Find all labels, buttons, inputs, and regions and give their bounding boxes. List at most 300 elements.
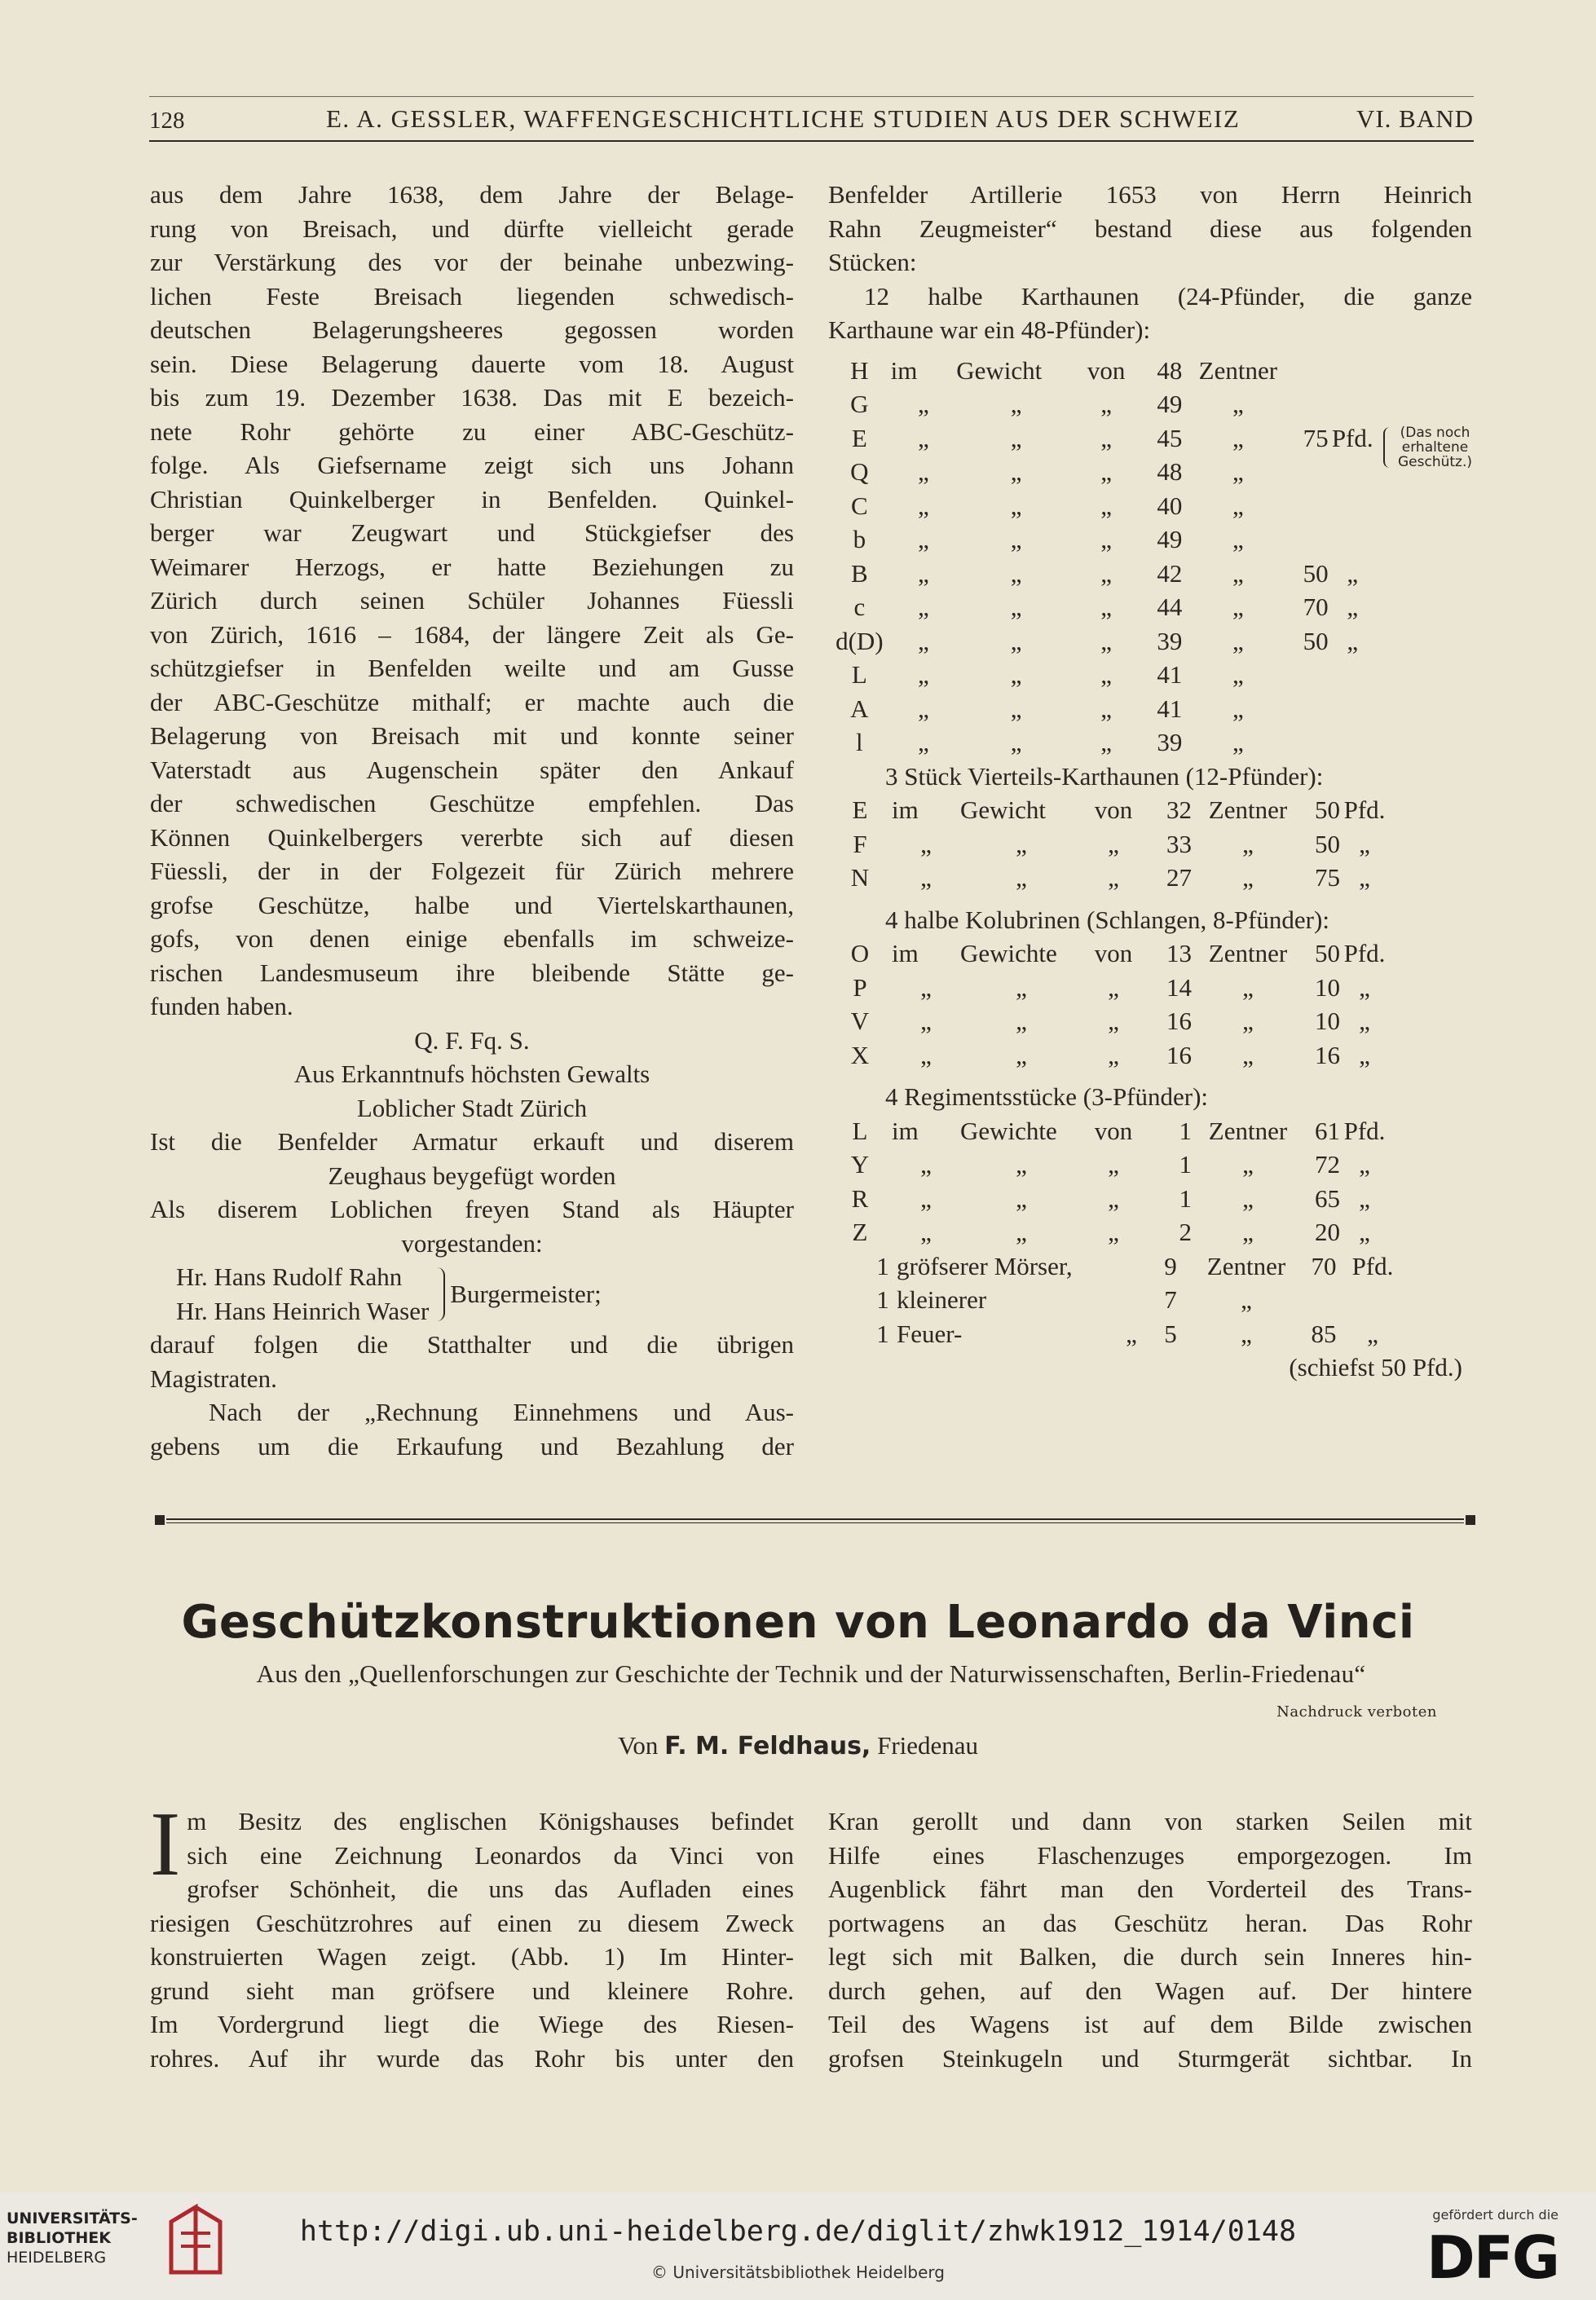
divider-end [1466, 1515, 1475, 1525]
gun-cell-a: im [892, 939, 919, 967]
byline-place: Friedenau [877, 1731, 979, 1760]
mortar-cell-unit: Zentner [1206, 1251, 1286, 1280]
text-line: Belagerung von Breisach mit und konnte seiner [150, 721, 794, 750]
gun-cell-c: „ [1108, 1007, 1119, 1035]
dfg-logo: DFG [1426, 2223, 1559, 2292]
gun-cell-unit: „ [1242, 972, 1254, 1002]
text-line: Im Vordergrund liegt die Wiege des Riesen- [150, 2010, 794, 2038]
text-line: nete Rohr gehörte zu einer ABC-Geschütz- [150, 416, 794, 446]
gun-cell-mark: E [851, 423, 867, 452]
gun-cell-b: „ [1016, 1007, 1027, 1035]
gun-cell-c: „ [1108, 863, 1119, 892]
gun-cell-n: 32 [1166, 795, 1192, 824]
gun-cell-c: „ [1100, 626, 1113, 655]
gun-cell-w: 50 [1315, 795, 1340, 824]
mortar-cell-q: „ [1126, 1319, 1137, 1348]
gun-cell-a: „ [918, 728, 929, 756]
text-line: von Zürich, 1616 – 1684, der längere Zeit als Ge- [150, 619, 794, 649]
mortar-cell-qty: 1 [876, 1251, 889, 1280]
gun-row [828, 725, 1377, 760]
text-line: grofser Schönheit, die uns das Aufladen eines [187, 1875, 794, 1903]
text-line: rung von Breisach, und dürfte vielleicht gerade [150, 214, 794, 243]
gun-row [828, 624, 1377, 659]
gun-cell-b: „ [1016, 972, 1027, 1002]
gun-cell-c: von [1094, 795, 1133, 824]
mortar-cell-pfd: Pfd. [1351, 1251, 1394, 1280]
mortar-table [869, 1249, 1397, 1351]
divider-end [155, 1515, 165, 1525]
text-line: rischen Landesmuseum ihre bleibende Stätte ge- [150, 958, 794, 987]
mortar-cell-n: 5 [1164, 1319, 1177, 1348]
permalink-url[interactable]: http://digi.ub.uni-heidelberg.de/diglit/zhwk1912_1914/0148 [299, 2215, 1297, 2248]
gun-cell-b: „ [1016, 863, 1027, 892]
gun-cell-pfd [1329, 455, 1377, 489]
mortar-cell-q [1115, 1249, 1148, 1284]
gun-cell-c: „ [1100, 660, 1113, 689]
gun-cell-unit: „ [1232, 558, 1244, 588]
gun-cell-w: 20 [1315, 1218, 1340, 1246]
gun-cell-pfd: „ [1359, 1183, 1370, 1213]
text-line: gofs, von denen einige ebenfalls im schweize- [150, 924, 794, 953]
volume-label: VI. BAND [1356, 104, 1474, 133]
gun-cell-pfd: „ [1359, 972, 1370, 1002]
right-column [828, 178, 1472, 1385]
library-name-line: UNIVERSITÄTS- [7, 2210, 138, 2227]
intro-line: 12 halbe Karthaunen (24-Pfünder, die ganze [864, 281, 1472, 311]
gun-cell-unit: „ [1242, 1007, 1254, 1035]
gun-row [828, 1148, 1389, 1182]
page-number: 128 [149, 108, 185, 134]
gun-cell-pfd [1329, 354, 1377, 388]
gun-cell-a: „ [918, 593, 929, 621]
gun-cell-w [1282, 489, 1328, 523]
mayor-name: Hr. Hans Heinrich Waser [176, 1296, 430, 1325]
gun-row [828, 861, 1389, 895]
text-line: sein. Diese Belagerung dauerte vom 18. August [150, 349, 794, 378]
section-heading: 4 halbe Kolubrinen (Schlangen, 8-Pfünder): [885, 905, 1329, 934]
gun-cell-pfd: „ [1359, 863, 1370, 892]
gun-cell-w: 50 [1315, 829, 1340, 858]
gun-cell-w: 10 [1315, 1007, 1340, 1035]
gun-cell-unit: „ [1232, 423, 1244, 452]
gun-cell-unit: „ [1232, 626, 1244, 655]
gun-cell-b: „ [1010, 626, 1022, 655]
text-line: Zürich durch seinen Schüler Johannes Füessli [150, 586, 794, 615]
gun-cell-pfd: Pfd. [1331, 423, 1373, 452]
divider-line [166, 1522, 1464, 1523]
gun-cell-mark: B [850, 558, 868, 588]
gun-cell-pfd [1329, 692, 1377, 726]
mortar-cell-pfd [1348, 1283, 1397, 1317]
drop-cap: I [150, 1794, 181, 1895]
gun-cell-w: 65 [1315, 1183, 1340, 1213]
gun-row [828, 827, 1389, 861]
inscription-line: Q. F. Fq. S. [414, 1025, 530, 1055]
gun-row [828, 1004, 1389, 1038]
gun-row [828, 658, 1377, 692]
gun-cell-a: im [890, 355, 918, 385]
gun-cell-a: „ [918, 660, 929, 689]
gun-cell-w: 75 [1315, 863, 1340, 892]
gun-cell-unit: „ [1242, 1218, 1254, 1246]
gun-row [828, 354, 1377, 388]
mortar-cell-name: gröfserer Mörser, [897, 1251, 1073, 1280]
mortar-cell-w: 70 [1311, 1251, 1337, 1280]
gun-row [828, 590, 1377, 624]
gun-cell-b: „ [1010, 593, 1022, 621]
gun-cell-mark: d(D) [835, 626, 884, 655]
gun-cell-c: von [1094, 939, 1133, 967]
gun-cell-w [1282, 692, 1328, 726]
gun-cell-c: von [1087, 355, 1126, 385]
gun-cell-a: im [892, 1116, 919, 1145]
gun-cell-a: „ [918, 457, 929, 486]
gun-cell-unit: Zentner [1208, 795, 1288, 824]
intro-line: Rahn Zeugmeister“ bestand diese aus folgenden [828, 214, 1472, 243]
gun-cell-w: 72 [1315, 1150, 1340, 1179]
gun-cell-a: im [892, 795, 919, 824]
gun-cell-c: „ [1108, 1040, 1119, 1069]
gun-cell-a: „ [918, 525, 929, 553]
gun-cell-n: 13 [1166, 939, 1192, 967]
gun-cell-n: 45 [1157, 423, 1183, 452]
text-line: grund sieht man gröfsere und kleinere Rohre. [150, 1976, 794, 2005]
gun-cell-b: „ [1016, 1150, 1027, 1179]
gun-cell-pfd [1329, 489, 1377, 523]
text-line: berger war Zeugwart und Stückgiefser des [150, 518, 794, 547]
text-line: Augenblick fährt man den Vorderteil des Trans- [828, 1875, 1472, 1903]
author-name: F. M. Feldhaus, [664, 1732, 871, 1760]
text-line: Füessli, der in der Folgezeit für Zürich mehrere [150, 857, 794, 885]
gun-cell-a: „ [920, 829, 932, 858]
gun-row [828, 793, 1389, 827]
gun-cell-c: „ [1100, 728, 1113, 756]
gun-cell-n: 16 [1166, 1007, 1192, 1035]
closing-line: Nach der „Rechnung Einnehmens und Aus- [209, 1398, 794, 1426]
gun-cell-b: „ [1010, 491, 1022, 520]
gun-cell-mark: C [850, 491, 868, 520]
gun-cell-n: 14 [1166, 972, 1192, 1002]
gun-row [828, 557, 1377, 591]
gun-cell-b: „ [1016, 829, 1027, 858]
gun-cell-b: „ [1010, 694, 1022, 723]
text-line: Kran gerollt und dann von starken Seilen mit [828, 1807, 1472, 1835]
gun-cell-n: 39 [1157, 728, 1183, 756]
article-right-column [828, 1804, 1472, 2075]
gun-cell-pfd: Pfd. [1343, 795, 1386, 824]
gun-cell-a: „ [920, 1040, 932, 1069]
gun-cell-unit: „ [1242, 829, 1254, 858]
gun-cell-b: „ [1010, 558, 1022, 588]
article-right-text [828, 1804, 1472, 2075]
inscription-line: Magistraten. [150, 1364, 277, 1393]
gun-cell-mark: b [853, 525, 866, 553]
gun-cell-mark: l [856, 728, 863, 756]
note-line: erhaltene [1401, 438, 1469, 456]
gun-row [828, 455, 1377, 489]
inscription-line: Ist die Benfelder Armatur erkauft und diserem [150, 1127, 794, 1156]
mortar-row [869, 1283, 1397, 1317]
gun-cell-unit: „ [1232, 491, 1244, 520]
preserved-note [1377, 425, 1472, 469]
gun-row [828, 1038, 1389, 1073]
gun-cell-unit: „ [1232, 728, 1244, 756]
mayors-brace [432, 1267, 445, 1321]
gun-row [828, 522, 1377, 557]
text-line: portwagens an das Geschütz heran. Das Rohr [828, 1908, 1472, 1937]
gun-cell-n: 33 [1166, 829, 1192, 858]
gun-cell-w [1282, 354, 1328, 388]
gun-cell-mark: L [852, 1116, 868, 1145]
gun-cell-w: 61 [1315, 1116, 1340, 1145]
text-line: der schwedischen Geschütze empfehlen. Das [150, 789, 794, 817]
gun-cell-b: „ [1010, 457, 1022, 486]
gun-cell-c: „ [1100, 390, 1113, 418]
header-top-rule [149, 96, 1474, 97]
gun-cell-n: 1 [1179, 1116, 1192, 1145]
gun-row [828, 387, 1377, 421]
gun-cell-mark: N [850, 863, 870, 892]
gun-cell-pfd [1329, 658, 1377, 692]
byline [0, 1731, 1596, 1760]
gun-cell-c: „ [1108, 1218, 1119, 1246]
gun-cell-w: 70 [1303, 593, 1329, 621]
text-line: rohres. Auf ihr wurde das Rohr bis unter den [150, 2043, 794, 2073]
gun-cell-pfd [1329, 387, 1377, 421]
mortar-cell-n: 7 [1164, 1285, 1177, 1314]
inscription-line: darauf folgen die Statthalter und die übrigen [150, 1330, 794, 1359]
gun-cell-w: 50 [1303, 558, 1329, 588]
gun-cell-n: 40 [1157, 491, 1183, 520]
gun-cell-n: 16 [1166, 1040, 1192, 1069]
gun-cell-w [1282, 658, 1328, 692]
half-karthaunen-table [828, 354, 1377, 760]
text-line: Vaterstadt aus Augenschein später den Ankauf [150, 755, 794, 784]
gun-cell-a: „ [918, 694, 929, 723]
text-line: Teil des Wagens ist auf dem Bilde zwischen [828, 2010, 1472, 2038]
gun-cell-mark: V [850, 1007, 870, 1035]
section-divider [155, 1514, 1475, 1527]
text-line: riesigen Geschützrohres auf einen zu diesem Zweck [150, 1908, 794, 1937]
gun-cell-c: „ [1100, 593, 1113, 621]
mortar-cell-q [1115, 1283, 1148, 1317]
gun-cell-n: 42 [1157, 558, 1183, 588]
gun-cell-w [1282, 387, 1328, 421]
library-name-line: BIBLIOTHEK [7, 2229, 111, 2247]
note-line: Geschütz.) [1397, 453, 1472, 470]
gun-cell-c: „ [1100, 423, 1113, 452]
gun-cell-a: „ [918, 390, 929, 418]
left-text-block [150, 178, 794, 1024]
gun-cell-mark: G [850, 390, 869, 418]
gun-cell-n: 1 [1179, 1150, 1192, 1179]
gun-cell-b: Gewichte [960, 1116, 1057, 1145]
text-line: m Besitz des englischen Königshauses befindet [187, 1807, 794, 1835]
gun-cell-mark: c [853, 593, 866, 621]
byline-prefix: Von [617, 1731, 659, 1760]
gun-cell-c: „ [1108, 1150, 1119, 1179]
gun-cell-n: 49 [1157, 390, 1183, 418]
gun-cell-b: „ [1010, 423, 1022, 452]
gun-cell-pfd [1329, 522, 1377, 557]
gun-cell-unit: „ [1242, 1183, 1254, 1213]
section-heading: 4 Regimentsstücke (3-Pfünder): [885, 1082, 1209, 1111]
gun-cell-unit: „ [1232, 525, 1244, 553]
text-line: durch gehen, auf den Wagen auf. Der hintere [828, 1976, 1472, 2005]
gun-cell-pfd [1329, 725, 1377, 760]
text-line: grofsen Steinkugeln und Sturmgerät sichtbar. In [828, 2043, 1472, 2073]
gun-cell-n: 27 [1166, 863, 1192, 892]
gun-cell-w: 16 [1315, 1040, 1340, 1069]
gun-cell-a: „ [918, 558, 929, 588]
gun-cell-c: „ [1100, 558, 1113, 588]
gun-cell-pfd: Pfd. [1343, 939, 1386, 967]
gun-cell-pfd: „ [1347, 558, 1359, 588]
gun-cell-n: 49 [1157, 525, 1183, 553]
mortar-cell-qty: 1 [876, 1319, 889, 1348]
gun-cell-b: „ [1016, 1218, 1027, 1246]
gun-cell-b: „ [1010, 525, 1022, 553]
gun-cell-a: „ [920, 863, 932, 892]
gun-cell-n: 2 [1179, 1218, 1192, 1246]
text-line: bis zum 19. Dezember 1638. Das mit E bezeich- [150, 383, 794, 412]
kolubrinen-table [828, 936, 1389, 1072]
inscription-line: vorgestanden: [401, 1228, 543, 1258]
left-column [150, 178, 794, 1463]
gun-row [828, 1182, 1389, 1216]
text-line: Weimarer Herzogs, er hatte Beziehungen zu [150, 552, 794, 581]
gun-cell-b: Gewichte [960, 939, 1057, 967]
gun-cell-w: 10 [1315, 972, 1340, 1002]
gun-cell-unit: Zentner [1208, 1116, 1288, 1145]
gun-cell-b: „ [1010, 728, 1022, 756]
intro-line: Stücken: [828, 248, 917, 276]
gun-cell-w [1282, 522, 1328, 557]
text-line: folge. Als Giefsername zeigt sich uns Johann [150, 451, 794, 479]
gun-cell-c: von [1094, 1116, 1133, 1145]
mortar-row [869, 1317, 1397, 1351]
gun-cell-a: „ [920, 1007, 932, 1035]
gun-cell-mark: X [850, 1040, 870, 1069]
text-line: Können Quinkelbergers vererbte sich auf diesen [150, 822, 794, 852]
text-line: sich eine Zeichnung Leonardos da Vinci von [187, 1840, 794, 1870]
library-name-line: HEIDELBERG [7, 2249, 107, 2267]
gun-cell-w [1282, 725, 1328, 760]
gun-cell-b: „ [1016, 1183, 1027, 1213]
gun-cell-b: Gewicht [956, 355, 1043, 385]
gun-cell-c: „ [1100, 694, 1113, 723]
mortar-cell-name: kleinerer [897, 1285, 987, 1314]
gun-cell-unit: Zentner [1208, 939, 1288, 967]
gun-cell-a: „ [920, 972, 932, 1002]
mortar-cell-qty: 1 [876, 1285, 889, 1314]
gun-cell-unit: „ [1232, 660, 1244, 689]
gun-cell-a: „ [918, 423, 929, 452]
funding-caption: gefördert durch die [1432, 2207, 1559, 2223]
gun-row [828, 1215, 1389, 1249]
gun-cell-n: 41 [1157, 660, 1183, 689]
text-line: funden haben. [150, 992, 293, 1020]
gun-cell-a: „ [920, 1183, 932, 1213]
mayor-title: Burgermeister; [450, 1279, 602, 1308]
mortar-cell-name: Feuer- [897, 1319, 963, 1348]
inscription-line: Zeughaus beygefügt worden [328, 1161, 616, 1190]
gun-cell-mark: H [850, 355, 869, 385]
gun-cell-mark: L [851, 660, 867, 689]
reprint-note: Nachdruck verboten [1276, 1703, 1437, 1721]
mortar-note: (schiefst 50 Pfd.) [1289, 1353, 1462, 1381]
mayors-block [176, 1260, 794, 1328]
gun-cell-unit: „ [1232, 390, 1244, 418]
gun-cell-unit: „ [1232, 457, 1244, 486]
gun-cell-unit: „ [1242, 1150, 1254, 1179]
mortar-cell-pfd: „ [1367, 1319, 1378, 1348]
gun-row [828, 936, 1389, 971]
gun-row [828, 971, 1389, 1005]
gun-cell-unit: „ [1232, 593, 1244, 621]
article-left-text [150, 1794, 794, 2075]
mortar-cell-n: 9 [1164, 1251, 1177, 1280]
gun-cell-w [1282, 455, 1328, 489]
gun-cell-w: 75 [1303, 423, 1329, 452]
intro-line: Karthaune war ein 48-Pfünder): [828, 315, 1151, 344]
gun-row [828, 489, 1377, 523]
gun-cell-c: „ [1108, 829, 1119, 858]
gun-row [828, 1114, 1389, 1148]
gun-cell-c: „ [1100, 491, 1113, 520]
gun-cell-w: 50 [1315, 939, 1340, 967]
gun-cell-mark: Q [850, 457, 869, 486]
gun-cell-unit: „ [1232, 694, 1244, 723]
copyright: © Universitätsbibliothek Heidelberg [650, 2263, 945, 2282]
text-line: legt sich mit Balken, die durch sein Inneres hin- [828, 1942, 1472, 1971]
mortar-cell-unit: „ [1241, 1285, 1252, 1314]
text-line: lichen Feste Breisach liegenden schwedisch- [150, 281, 794, 311]
gun-cell-n: 48 [1157, 457, 1183, 486]
regiment-table [828, 1114, 1389, 1249]
gun-cell-unit: Zentner [1198, 355, 1278, 385]
gun-cell-c: „ [1108, 972, 1119, 1002]
gun-cell-mark: R [851, 1183, 869, 1213]
section-heading: 3 Stück Vierteils-Karthaunen (12-Pfünder): [885, 761, 1324, 791]
inscription-line: Loblicher Stadt Zürich [356, 1093, 588, 1122]
gun-cell-pfd: „ [1359, 1007, 1370, 1035]
article-title: Geschützkonstruktionen von Leonardo da Vinci [181, 1596, 1415, 1649]
gun-cell-b: „ [1016, 1040, 1027, 1069]
gun-cell-b: „ [1010, 660, 1022, 689]
gun-cell-mark: E [852, 795, 868, 824]
gun-cell-w: 50 [1303, 626, 1329, 655]
text-line: Hilfe eines Flaschenzuges emporgezogen. Im [828, 1840, 1472, 1870]
gun-cell-a: „ [920, 1218, 932, 1246]
gun-row [828, 692, 1377, 726]
text-line: konstruierten Wagen zeigt. (Abb. 1) Im Hinter- [150, 1942, 794, 1971]
gun-cell-c: „ [1100, 457, 1113, 486]
gun-cell-mark: O [850, 939, 870, 967]
gun-cell-b: „ [1010, 390, 1022, 418]
gun-cell-pfd: „ [1359, 1218, 1370, 1246]
gun-cell-unit: „ [1242, 863, 1254, 892]
gun-cell-pfd: „ [1347, 593, 1359, 621]
inscription-line: Aus Erkanntnufs höchsten Gewalts [293, 1060, 650, 1088]
header-rule [149, 140, 1474, 142]
gun-cell-mark: P [853, 972, 867, 1002]
gun-cell-a: „ [918, 626, 929, 655]
gun-cell-n: 39 [1157, 626, 1183, 655]
gun-cell-c: „ [1100, 525, 1113, 553]
divider-line [166, 1518, 1464, 1520]
gun-cell-a: „ [920, 1150, 932, 1179]
